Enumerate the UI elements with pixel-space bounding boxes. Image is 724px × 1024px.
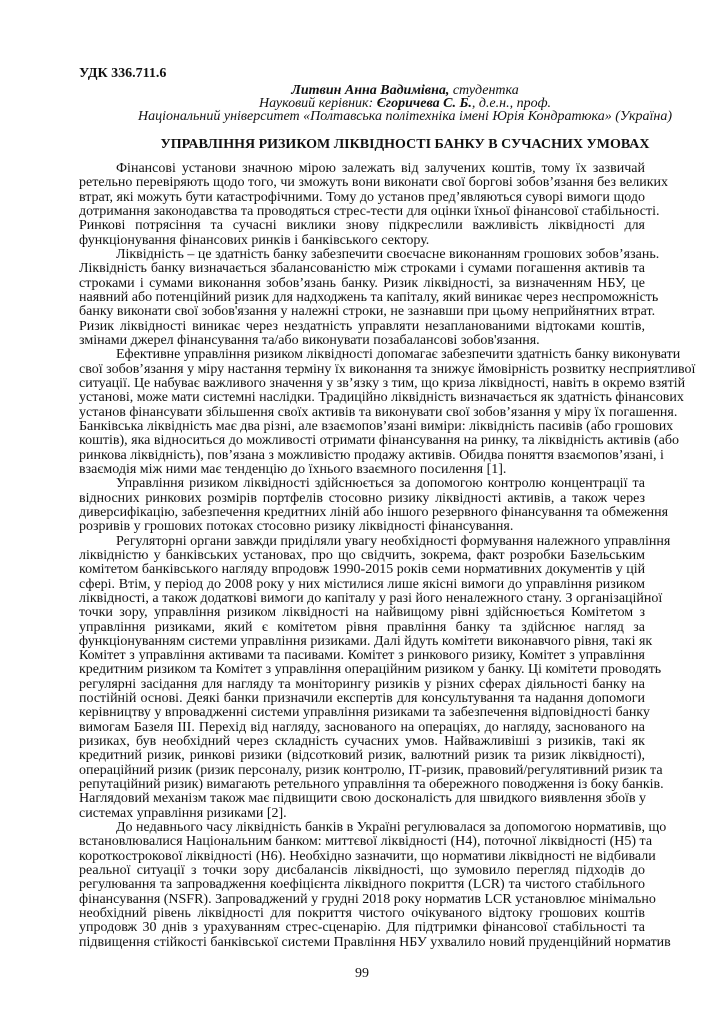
text-line: репутаційний ризик) вимагають ретельного управління та обережного поводження із боку банків.	[79, 777, 664, 793]
text-line: регулювання та запровадження коефіцієнта ліквідного покриття (LCR) та чистого стабільного	[79, 877, 645, 893]
text-line: Ліквідність банку визначається збалансованістю між строками і сумами погашення активів та	[79, 261, 645, 277]
text-line: установ фінансувати збільшення своїх активів та виконувати свої зобов’язання у міру їх погашення.	[79, 404, 678, 420]
article-body	[79, 161, 696, 950]
text-line: взаємодія між ними має тенденцію до їхнього взаємного посилення [1].	[79, 461, 507, 477]
institution: Національний університет «Полтавська політехніка імені Юрія Кондратюка» (Україна)	[137, 109, 672, 125]
text-line: функціонування фінансових ринків і банківського сектору.	[79, 232, 430, 248]
text-line: регулярні засідання для нагляду та моніторингу ризиків у різних сферах діяльності банку на	[79, 676, 645, 692]
text-line: змінами джерел фінансування та/або виконувати позабалансові зобов'язання.	[79, 332, 540, 348]
text-line: ліквідністю у банківських установах, про що свідчить, зокрема, факт розробки Базельським	[79, 547, 645, 563]
text-line: упродовж 30 днів з урахуванням стрес-сценарію. Для підтримки фінансової стабільності та	[79, 920, 645, 936]
paragraph	[79, 246, 660, 348]
paragraph	[79, 161, 669, 248]
text-line: строками і сумами виконання зобов’язань банку. Ризик ліквідності, за визначенням НБУ, це	[79, 275, 645, 291]
text-line: необхідний рівень ліквідності для покриття чистого очікуваного відтоку грошових коштів	[79, 906, 645, 922]
paragraph	[79, 476, 669, 535]
text-line: кредитним ризиком та Комітет з управління операційним ризиком у банку. Ці комітети проводять	[79, 662, 662, 678]
text-line: операційний ризик (ризик персоналу, ризик контролю, ІТ-ризик, правовий/регулятивний ризик та	[79, 762, 663, 778]
page-number: 99	[355, 966, 369, 981]
text-line: Ефективне управління ризиком ліквідності допомагає забезпечити здатність банку виконувати	[116, 347, 681, 363]
text-line: керівництву у впровадженні системи управління ризиками та забезпечення відповідності банку	[79, 705, 650, 721]
text-line: наявний або потенційний ризик для надходжень та капіталу, який виникає через неспроможність	[79, 289, 659, 305]
text-line: постійній основі. Деякі банки призначили експертів для консультування та надання допомоги	[79, 691, 645, 707]
supervisor-title: , д.е.н., проф.	[471, 96, 552, 112]
text-line: Управління ризиком ліквідності здійснюється за допомогою контролю концентрації та	[116, 476, 645, 492]
text-line: ринкова ліквідність), пов’язана з можливістю продажу активів. Обидва поняття взаємопов’язані, і	[79, 447, 664, 463]
text-line: Ризик ліквідності виникає через нездатність управляти незапланованими відтоками коштів,	[79, 318, 645, 334]
text-line: управління ризиками, який є комітетом рівня правління банку та здійснює нагляд за	[79, 619, 645, 635]
text-line: ризиках, був необхідний через складність сучасних умов. Найважливіші з ризиків, такі як	[79, 734, 645, 750]
text-line: Банківська ліквідність має два різні, але взаємопов’язані виміри: ліквідність пасивів (або грошових	[79, 418, 674, 434]
udk-code: УДК 336.711.6	[79, 66, 167, 81]
text-line: короткострокової ліквідності (Н6). Необхідно зазначити, що нормативи ліквідності не відбивали	[79, 848, 656, 864]
text-line: сфері. Втім, у період до 2008 року у них містилися лише якісні вимоги до управління ризиком	[79, 576, 645, 592]
text-line: ретельно перевіряють щодо того, чи зможуть вони виконати свої боргові зобов’язання без великих	[79, 175, 669, 191]
paragraph	[79, 533, 671, 822]
text-line: До недавнього часу ліквідність банків в Україні регулювалася за допомогою нормативів, що	[116, 820, 667, 836]
text-line: дотримання законодавства та проводяться стрес-тести для оцінки їхньої фінансової стабільності.	[79, 203, 660, 219]
text-line: функціонуванням системи управління ризиками. Далі йдуть комітети виконавчого рівня, такі як	[79, 633, 653, 649]
text-line: кредитний ризик, ринкові ризики (відсотковий ризик, валютний ризик та ризик ліквідності),	[79, 748, 645, 764]
text-line: вимогам Базеля ІІІ. Перехід від нагляду, заснованого на операціях, до нагляду, заснованого на	[79, 719, 645, 735]
text-line: Фінансові установи значною мірою залежать від залучених коштів, тому їх зазвичай	[116, 161, 645, 176]
supervisor-label: Науковий керівник:	[258, 96, 377, 112]
author-block	[60, 84, 724, 124]
text-line: свої зобов’язання у міру настання терміну їх виконання та знижує ймовірність розвитку несприятливої	[79, 361, 696, 377]
text-line: ситуації. Це набуває важливого значення у зв’язку з тим, що криза ліквідності, навіть в окремо взятій	[79, 375, 686, 391]
paragraph	[79, 820, 671, 950]
supervisor-name: Єгоричева С. Б.	[376, 96, 472, 112]
article-title: УПРАВЛІННЯ РИЗИКОМ ЛІКВІДНОСТІ БАНКУ В СУЧАСНИХ УМОВАХ	[160, 137, 650, 152]
text-line: встановлювалися Національним банком: миттєвої ліквідності (Н4), поточної ліквідності (Н5) та	[79, 834, 653, 850]
text-line: установі, може мати системні наслідки. Традиційно ліквідність визначається як здатність фінансових	[79, 390, 684, 406]
text-line: Наглядовий механізм також має підвищити свою досконаліcть для швидкого виявлення збоїв у	[79, 791, 647, 807]
text-line: диверсифікацію, забезпечення кредитних ліній або іншого резервного фінансування та обмеження	[79, 504, 669, 520]
text-line: ліквідності, а також додаткові вимоги до капіталу у разі його неналежного стану. З організаційної	[79, 590, 663, 606]
text-line: розривів у грошових потоках стосовно ризику ліквідності фінансування.	[79, 519, 514, 535]
author-name: Литвин Анна Вадимівна,	[291, 83, 450, 98]
text-line: системах управління ризиками [2].	[79, 805, 287, 821]
text-line: коштів), яка відноситься до можливості отримати фінансування на ринку, та ліквідність активів (або	[79, 433, 680, 449]
author-role: студентка	[449, 83, 519, 98]
text-line: банку виконати свої зобов'язання у належні строки, не зазнавши при цьому неприйнятних втрат.	[79, 304, 656, 320]
text-line: Комітет з управління активами та пасивами. Комітет з ринкового ризику, Комітет з управління	[79, 648, 645, 664]
text-line: підвищення стійкості банківської системи Правління НБУ ухвалило новий пруденційний норматив	[79, 934, 671, 950]
text-line: Ринкові потрясіння та сучасні виклики знову підкреслили важливість ліквідності для	[79, 218, 645, 234]
text-line: Регуляторні органи завжди приділяли увагу необхідності формування належного управління	[116, 533, 671, 549]
text-line: втрат, які можуть бути катастрофічними. Тому до установ пред’являються суворі вимоги щодо	[79, 189, 645, 205]
text-line: точки зору, управління ризиком ліквідності на найвищому рівні здійснюється Комітетом з	[79, 605, 645, 621]
paragraph	[79, 347, 696, 477]
text-line: Ліквідність – це здатність банку забезпечити своєчасне виконанням грошових зобов’язань.	[116, 246, 660, 262]
text-line: реальної ситуації з точки зору дисбалансів ліквідності, що зумовило перегляд підходів до	[79, 863, 645, 879]
text-line: комітетом банківського нагляду впродовж 1990-2015 років семи нормативних документів у цій	[79, 562, 646, 578]
text-line: фінансування (NSFR). Запроваджений у грудні 2018 року норматив LCR установлює мінімально	[79, 891, 656, 907]
text-line: відносних ринкових розмірів портфелів стосовно ризику ліквідності активів, а також через	[79, 490, 645, 506]
